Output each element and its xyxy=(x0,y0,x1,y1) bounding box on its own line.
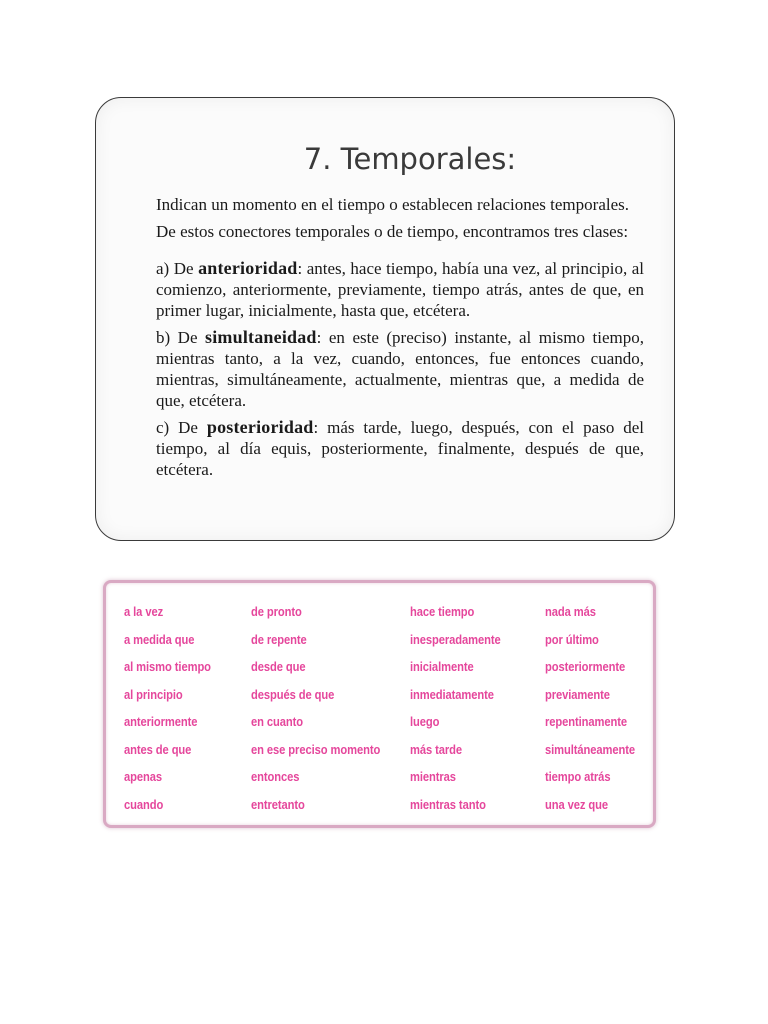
connectors-column-2 xyxy=(251,598,401,818)
posterioridad-paragraph xyxy=(156,417,644,480)
connector-word: repentinamente xyxy=(545,714,628,729)
connector-word: anteriormente xyxy=(124,714,198,729)
item-term: posterioridad xyxy=(206,417,314,437)
item-text: : antes, hace tiempo, había una vez, al principio, al comienzo, anteriormente, previamente, tiempo atrás, antes de que, en primer lugar, inicialmente, hasta que, etcétera. xyxy=(156,259,645,320)
connector-word: apenas xyxy=(124,769,163,784)
item-term: anterioridad xyxy=(198,258,298,278)
connector-word: entonces xyxy=(251,769,300,784)
connector-word: en cuanto xyxy=(251,714,304,729)
anterioridad-paragraph xyxy=(156,258,644,321)
simultaneidad-paragraph xyxy=(156,327,644,411)
connector-word: mientras xyxy=(410,769,456,784)
connector-word: de pronto xyxy=(251,604,302,619)
connector-word: hace tiempo xyxy=(410,604,475,619)
connector-word: al principio xyxy=(124,686,183,702)
connector-word: por último xyxy=(545,631,599,647)
connector-word: inesperadamente xyxy=(410,631,501,647)
connector-word: más tarde xyxy=(410,741,463,757)
item-prefix: b) De xyxy=(156,328,206,347)
connector-word: después de que xyxy=(251,686,335,702)
intro-paragraph: Indican un momento en el tiempo o establecen relaciones temporales. xyxy=(156,195,629,214)
item-term: simultaneidad xyxy=(205,327,317,347)
connector-word: mientras tanto xyxy=(410,796,486,812)
connector-word: tiempo atrás xyxy=(545,769,611,784)
connectors-table xyxy=(103,580,656,828)
connector-word: cuando xyxy=(124,796,164,812)
item-prefix: c) De xyxy=(156,418,207,437)
connector-word: desde que xyxy=(251,659,306,674)
connector-word: simultáneamente xyxy=(545,741,636,757)
slide-title: 7. Temporales: xyxy=(303,142,517,176)
connector-word: entretanto xyxy=(251,796,305,812)
connectors-column-4 xyxy=(545,598,650,818)
connector-word: inicialmente xyxy=(410,659,474,674)
connector-word: nada más xyxy=(545,604,596,619)
connector-word: una vez que xyxy=(545,796,609,812)
slide-panel xyxy=(95,97,675,541)
item-text: : más tarde, luego, después, con el paso del tiempo, al día equis, posteriormente, finalmente, después de que, etcétera. xyxy=(156,418,645,479)
item-text: : en este (preciso) instante, al mismo tiempo, mientras tanto, a la vez, cuando, entonces, fue entonces cuando, mientras, simultáneamente, actualmente, mientras que, a medida de que, etcétera. xyxy=(156,328,644,410)
connector-word: antes de que xyxy=(124,741,192,757)
connectors-column-1 xyxy=(124,598,225,818)
connector-word: previamente xyxy=(545,686,610,702)
connector-word: luego xyxy=(410,714,440,729)
item-prefix: a) De xyxy=(156,259,199,278)
connector-word: de repente xyxy=(251,631,307,647)
connector-word: al mismo tiempo xyxy=(124,659,211,674)
connector-word: posteriormente xyxy=(545,659,626,674)
connector-word: a la vez xyxy=(124,604,164,619)
classes-intro-paragraph: De estos conectores temporales o de tiempo, encontramos tres clases: xyxy=(156,222,629,241)
connector-word: inmediatamente xyxy=(410,686,494,702)
connectors-column-3 xyxy=(410,598,515,818)
connector-word: en ese preciso momento xyxy=(251,741,381,757)
connector-word: a medida que xyxy=(124,631,195,647)
